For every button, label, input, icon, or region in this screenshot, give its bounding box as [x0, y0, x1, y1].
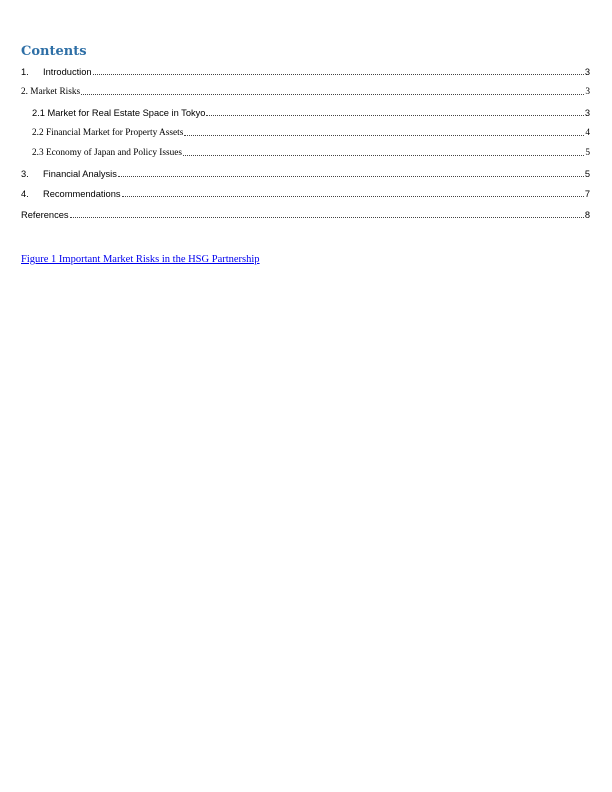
contents-heading: Contents — [21, 44, 87, 59]
toc-entry-title: 2. Market Risks — [21, 87, 81, 97]
toc-entry-number: 1. — [21, 67, 29, 77]
toc-entry-title: Recommendations — [43, 189, 121, 199]
toc-entry-references[interactable] — [21, 207, 590, 221]
toc-entry-page: 4 — [585, 128, 590, 138]
dot-leader — [184, 134, 584, 136]
toc-entry-page: 5 — [585, 148, 590, 158]
dot-leader — [93, 73, 584, 75]
toc-entry-page: 3 — [585, 87, 590, 97]
toc-entry-title: Financial Analysis — [43, 169, 117, 179]
toc-entry-number: 4. — [21, 189, 29, 199]
toc-entry-page: 8 — [584, 210, 590, 220]
toc-entry-economy-japan[interactable] — [32, 145, 590, 159]
dot-leader — [70, 216, 584, 218]
toc-entry-market-risks[interactable] — [21, 84, 590, 98]
toc-entry-title: References — [21, 210, 69, 220]
toc-entry-title: 2.3 Economy of Japan and Policy Issues — [32, 148, 183, 158]
dot-leader — [122, 195, 584, 197]
toc-entry-title: 2.1 Market for Real Estate Space in Tokyo — [32, 108, 206, 118]
toc-entry-page: 3 — [584, 108, 590, 118]
toc-entry-page: 7 — [584, 189, 590, 199]
figure-1-link[interactable]: Figure 1 Important Market Risks in the HSG Partnership — [21, 254, 260, 265]
toc-entry-title: 2.2 Financial Market for Property Assets — [32, 128, 184, 138]
toc-entry-financial-market[interactable] — [32, 125, 590, 139]
toc-entry-page: 5 — [584, 169, 590, 179]
toc-entry-number: 3. — [21, 169, 29, 179]
dot-leader — [81, 93, 584, 95]
dot-leader — [183, 154, 584, 156]
dot-leader — [118, 175, 584, 177]
dot-leader — [206, 114, 583, 116]
toc-entry-financial-analysis[interactable] — [21, 166, 590, 180]
toc-entry-introduction[interactable] — [21, 64, 590, 78]
toc-entry-page: 3 — [584, 67, 590, 77]
toc-entry-recommendations[interactable] — [21, 186, 590, 200]
toc-entry-real-estate-space[interactable] — [32, 105, 590, 119]
toc-entry-title: Introduction — [43, 67, 92, 77]
